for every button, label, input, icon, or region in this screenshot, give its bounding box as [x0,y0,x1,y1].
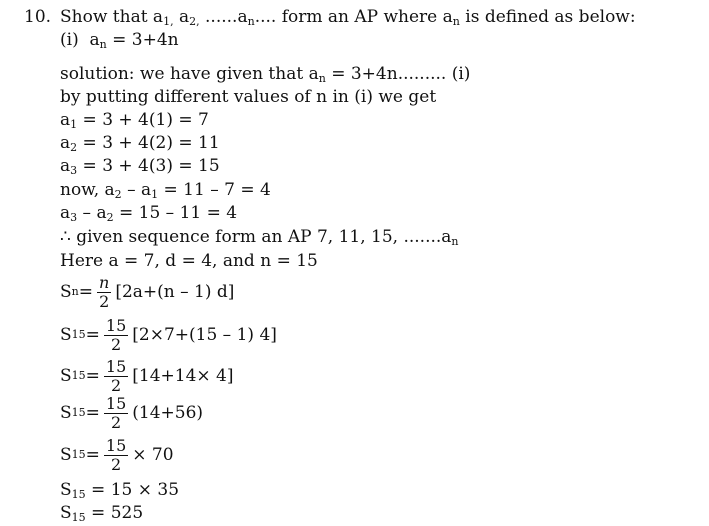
intro-post: = 3+4n......... (i) [325,64,471,84]
question-part-i [60,29,179,51]
sn-lhs: S [60,282,72,302]
a3-sub: 3 [70,164,78,177]
d2-pre: a [60,203,71,223]
therefore-line [60,226,459,248]
step1-rhs: [2×7+(15 – 1) 4] [132,325,277,345]
fraction-numerator: 15 [105,356,127,376]
d2-sub1: 3 [70,211,78,224]
a1-sub: 1 [70,118,78,131]
intro-pre: solution: we have given that a [60,64,319,84]
s15-lhs: S [60,503,72,523]
term-a2 [60,132,220,154]
prompt-text-b: a [173,7,190,27]
question-prompt [60,6,636,28]
d1-mid: – a [121,180,152,200]
step2-rhs: [14+14× 4] [132,366,234,386]
n-over-2-fraction [97,274,111,311]
sub-1: 1, [163,15,174,28]
s15-lhs: S [60,403,72,423]
fraction-denominator: 2 [110,375,122,395]
eq-sign: = [85,325,100,345]
therefore-sub: n [451,235,459,248]
part-sub: n [99,38,107,51]
s15-lhs: S [60,325,72,345]
d1-sub2: 1 [151,188,159,201]
sub-n-2: n [452,15,460,28]
therefore-pre: ∴ given sequence form an AP 7, 11, 15, .......a [60,227,452,247]
s15-lhs: S [60,445,72,465]
term-a3 [60,155,220,177]
fraction-numerator: n [99,272,110,292]
s15-sub: 15 [71,511,86,524]
fifteen-over-2-fraction [104,317,128,354]
solution-intro [60,63,470,85]
part-rhs: = 3+4n [106,30,179,50]
step-4: S 15 = $\frac{15}{2}$ × 70 [60,435,174,474]
eq-sign: = [85,366,100,386]
fraction-numerator: 15 [105,315,127,335]
a2-pre: a [60,133,71,153]
difference-2 [60,202,237,224]
sub-2: 2, [189,15,200,28]
eq-sign: = [85,403,100,423]
a3-pre: a [60,156,71,176]
eq-sign: = [85,445,100,465]
term-a1 [60,109,209,131]
s15-lhs: S [60,480,72,500]
s15-sub: 15 [71,488,86,501]
prompt-text-c: ......a [199,7,248,27]
d2-post: = 15 – 11 = 4 [113,203,238,223]
s15-lhs: S [60,366,72,386]
fifteen-over-2-fraction [104,437,128,474]
fraction-denominator: 2 [110,412,122,432]
difference-1 [60,179,271,201]
d1-post: = 11 – 7 = 4 [158,180,271,200]
solution-putting: by putting different values of n in (i) we get [60,87,437,107]
a1-pre: a [60,110,71,130]
given-values: Here a = 7, d = 4, and n = 15 [60,251,318,271]
a2-post: = 3 + 4(2) = 11 [77,133,220,153]
fraction-denominator: 2 [110,454,122,474]
fraction-denominator: 2 [99,291,110,311]
fifteen-over-2-fraction [104,358,128,395]
step-5 [60,479,179,501]
step6-rhs: = 525 [85,503,144,523]
step-3: S 15 = $\frac{15}{2}$ (14+56) [60,393,204,432]
a2-sub: 2 [70,141,78,154]
fraction-numerator: 15 [105,435,127,455]
question-number: 10. [24,7,52,27]
step-2: S 15 = $\frac{15}{2}$ [14+14× 4] [60,356,234,395]
step-1: S 15 = $\frac{15}{2}$ [2×7+(15 – 1) 4] [60,315,277,354]
sum-formula: S n = $\frac{n}{2}$ [2a+(n – 1) d] [60,272,235,311]
prompt-text-a: Show that a [60,7,164,27]
d2-mid: – a [77,203,107,223]
step3-rhs: (14+56) [132,403,204,423]
sn-rhs: [2a+(n – 1) d] [115,282,235,302]
a1-post: = 3 + 4(1) = 7 [77,110,209,130]
prompt-text-e: is defined as below: [459,7,636,27]
fifteen-over-2-fraction [104,395,128,432]
sn-eq: = [78,282,93,302]
d2-sub2: 2 [106,211,114,224]
final-answer [60,502,143,524]
d1-sub1: 2 [114,188,122,201]
fraction-numerator: 15 [105,393,127,413]
step5-rhs: = 15 × 35 [85,480,180,500]
fraction-denominator: 2 [110,334,122,354]
part-a: a [89,30,100,50]
d1-pre: now, a [60,180,115,200]
prompt-text-d: .... form an AP where a [254,7,453,27]
a3-post: = 3 + 4(3) = 15 [77,156,220,176]
part-label: (i) [60,30,79,50]
intro-sub: n [318,72,326,85]
sub-n: n [247,15,255,28]
step4-rhs: × 70 [132,445,174,465]
